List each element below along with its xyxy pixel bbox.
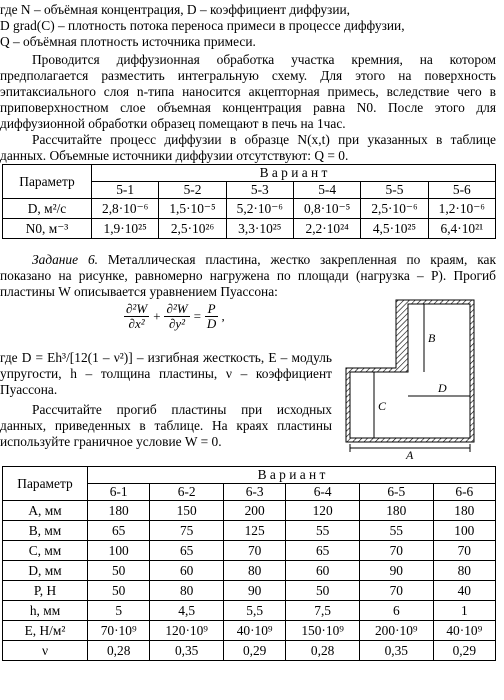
table1-row-label: N0, м⁻³ — [3, 219, 92, 239]
table2-cell: 120·10⁹ — [150, 621, 224, 641]
table1-cell: 3,3·10²⁵ — [226, 219, 293, 239]
para1-line2: D grad(C) – плотность потока переноса примеси в процессе диффузии, — [0, 18, 405, 33]
table2-row-label: P, Н — [3, 581, 88, 601]
para3: Рассчитайте процесс диффузии в образце N(x,t) при указанных в таблице данных. Объемные источники диффузии отсутствуют: Q = 0. — [0, 132, 496, 163]
table2-cell: 7,5 — [286, 601, 360, 621]
table2-cell: 40 — [433, 581, 495, 601]
table1-cell: 4,5·10²⁵ — [361, 219, 428, 239]
table-plate — [2, 466, 496, 661]
table2-cell: 60 — [286, 561, 360, 581]
table2-cell: 60 — [150, 561, 224, 581]
table2-row-label: E, Н/м² — [3, 621, 88, 641]
table2-row-label: C, мм — [3, 541, 88, 561]
table1-variant: 5-5 — [361, 182, 428, 199]
table2-variant: 6-2 — [150, 484, 224, 501]
table2-cell: 50 — [88, 561, 150, 581]
task6-intro — [0, 252, 496, 300]
table2-cell: 40·10⁹ — [433, 621, 495, 641]
table2-cell: 70 — [359, 581, 433, 601]
table2-variant-header: В а р и а н т — [88, 467, 496, 484]
table2-cell: 150·10⁹ — [286, 621, 360, 641]
table2-cell: 100 — [88, 541, 150, 561]
table1-cell: 2,5·10²⁶ — [159, 219, 226, 239]
para1-line3: Q – объёмная плотность источника примеси. — [0, 34, 256, 49]
table1-cell: 2,8·10⁻⁶ — [92, 199, 159, 219]
figure-label-a: A — [406, 448, 414, 462]
table2-cell: 80 — [433, 561, 495, 581]
table2-row-label: ν — [3, 641, 88, 661]
table2-cell: 150 — [150, 501, 224, 521]
table1-variant: 5-1 — [92, 182, 159, 199]
plate-figure — [334, 296, 496, 468]
table2-cell: 180 — [433, 501, 495, 521]
table2-variant: 6-1 — [88, 484, 150, 501]
table2-cell: 0,35 — [150, 641, 224, 661]
table2-cell: 0,29 — [223, 641, 285, 661]
table2-cell: 50 — [286, 581, 360, 601]
poisson-equation: $\frac{\text{∂²W}}{\text{∂x²}}$ + $\frac{\text{∂²W}}{\text{∂y²}}$ = $\frac{P}{D}$ , — [126, 301, 225, 331]
para1-line1: где N – объёмная концентрация, D – коэффициент диффузии, — [0, 2, 351, 17]
task6-intro-text: Металлическая пластина, жестко закрепленная по краям, как показано на рисунке, равномерно нагружена по площади (нагрузка – P). Прогиб пластины W описывается уравнением Пуассона: — [0, 252, 496, 299]
task6-title: Задание 6. — [32, 252, 98, 267]
table2-cell: 0,29 — [433, 641, 495, 661]
table1-cell: 1,2·10⁻⁶ — [428, 199, 495, 219]
table2-cell: 100 — [433, 521, 495, 541]
table2-cell: 0,35 — [359, 641, 433, 661]
table2-cell: 0,28 — [286, 641, 360, 661]
table1-variant: 5-2 — [159, 182, 226, 199]
figure-label-c: C — [378, 399, 387, 413]
table1-variant-header: В а р и а н т — [92, 165, 496, 182]
table2-cell: 200·10⁹ — [359, 621, 433, 641]
table2-cell: 65 — [150, 541, 224, 561]
table1-variant: 5-3 — [226, 182, 293, 199]
table2-cell: 90 — [359, 561, 433, 581]
table2-row-label: h, мм — [3, 601, 88, 621]
table2-cell: 90 — [223, 581, 285, 601]
para2: Проводится диффузионная обработка участка кремния, на котором предполагается разместить интегральную схему. Для этого на поверхность эпитаксиального слоя n-типа наносится акцепторная примесь, вследствие чего в приповерхностном слое объемная концентрация равна N0. После этого для диффузионной обработки образец помещают в печь на 1час. — [0, 52, 496, 131]
figure-label-b: B — [428, 331, 436, 345]
table1-cell: 0,8·10⁻⁵ — [293, 199, 360, 219]
table2-row-label: A, мм — [3, 501, 88, 521]
table2-cell: 5,5 — [223, 601, 285, 621]
table2-cell: 50 — [88, 581, 150, 601]
table2-cell: 0,28 — [88, 641, 150, 661]
table2-cell: 4,5 — [150, 601, 224, 621]
table2-cell: 1 — [433, 601, 495, 621]
table2-cell: 75 — [150, 521, 224, 541]
table1-variant: 5-4 — [293, 182, 360, 199]
table2-variant: 6-6 — [433, 484, 495, 501]
table2-cell: 200 — [223, 501, 285, 521]
table2-cell: 65 — [286, 541, 360, 561]
table1-cell: 5,2·10⁻⁶ — [226, 199, 293, 219]
table2-cell: 80 — [223, 561, 285, 581]
table2-cell: 120 — [286, 501, 360, 521]
table2-cell: 70 — [433, 541, 495, 561]
table2-cell: 180 — [359, 501, 433, 521]
table2-cell: 80 — [150, 581, 224, 601]
task6-where: где D = Eh³/[12(1 – ν²)] – изгибная жесткость, E – модуль упругости, h – толщина пластины, ν – коэффициент Пуассона. — [0, 350, 332, 397]
table2-cell: 125 — [223, 521, 285, 541]
table1-cell: 6,4·10²¹ — [428, 219, 495, 239]
table2-cell: 70 — [359, 541, 433, 561]
para1 — [0, 2, 496, 50]
table2-cell: 70 — [223, 541, 285, 561]
table2-variant: 6-4 — [286, 484, 360, 501]
table2-cell: 5 — [88, 601, 150, 621]
table2-cell: 6 — [359, 601, 433, 621]
table2-cell: 55 — [286, 521, 360, 541]
table2-param-header: Параметр — [3, 467, 88, 501]
table2-cell: 55 — [359, 521, 433, 541]
eq-rhs: $\frac{P}{D}$ — [206, 301, 217, 331]
table1-cell: 1,9·10²⁵ — [92, 219, 159, 239]
table2-cell: 65 — [88, 521, 150, 541]
table2-variant: 6-5 — [359, 484, 433, 501]
table-diffusion — [2, 164, 496, 239]
table1-row-label: D, м²/с — [3, 199, 92, 219]
table2-cell: 180 — [88, 501, 150, 521]
task6-calc: Рассчитайте прогиб пластины при исходных данных, приведенных в таблице. На краях пластины используйте граничное условие W = 0. — [0, 402, 332, 449]
eq-term-y: $\frac{\text{∂²W}}{\text{∂y²}}$ — [166, 301, 188, 331]
table1-cell: 2,2·10²⁴ — [293, 219, 360, 239]
table1-cell: 1,5·10⁻⁵ — [159, 199, 226, 219]
eq-term-x: $\frac{\text{∂²W}}{\text{∂x²}}$ — [126, 301, 148, 331]
table1-cell: 2,5·10⁻⁶ — [361, 199, 428, 219]
table2-cell: 40·10⁹ — [223, 621, 285, 641]
table2-row-label: B, мм — [3, 521, 88, 541]
table2-cell: 70·10⁹ — [88, 621, 150, 641]
table2-row-label: D, мм — [3, 561, 88, 581]
table1-param-header: Параметр — [3, 165, 92, 199]
figure-label-d: D — [438, 381, 447, 395]
table2-variant: 6-3 — [223, 484, 285, 501]
table1-variant: 5-6 — [428, 182, 495, 199]
